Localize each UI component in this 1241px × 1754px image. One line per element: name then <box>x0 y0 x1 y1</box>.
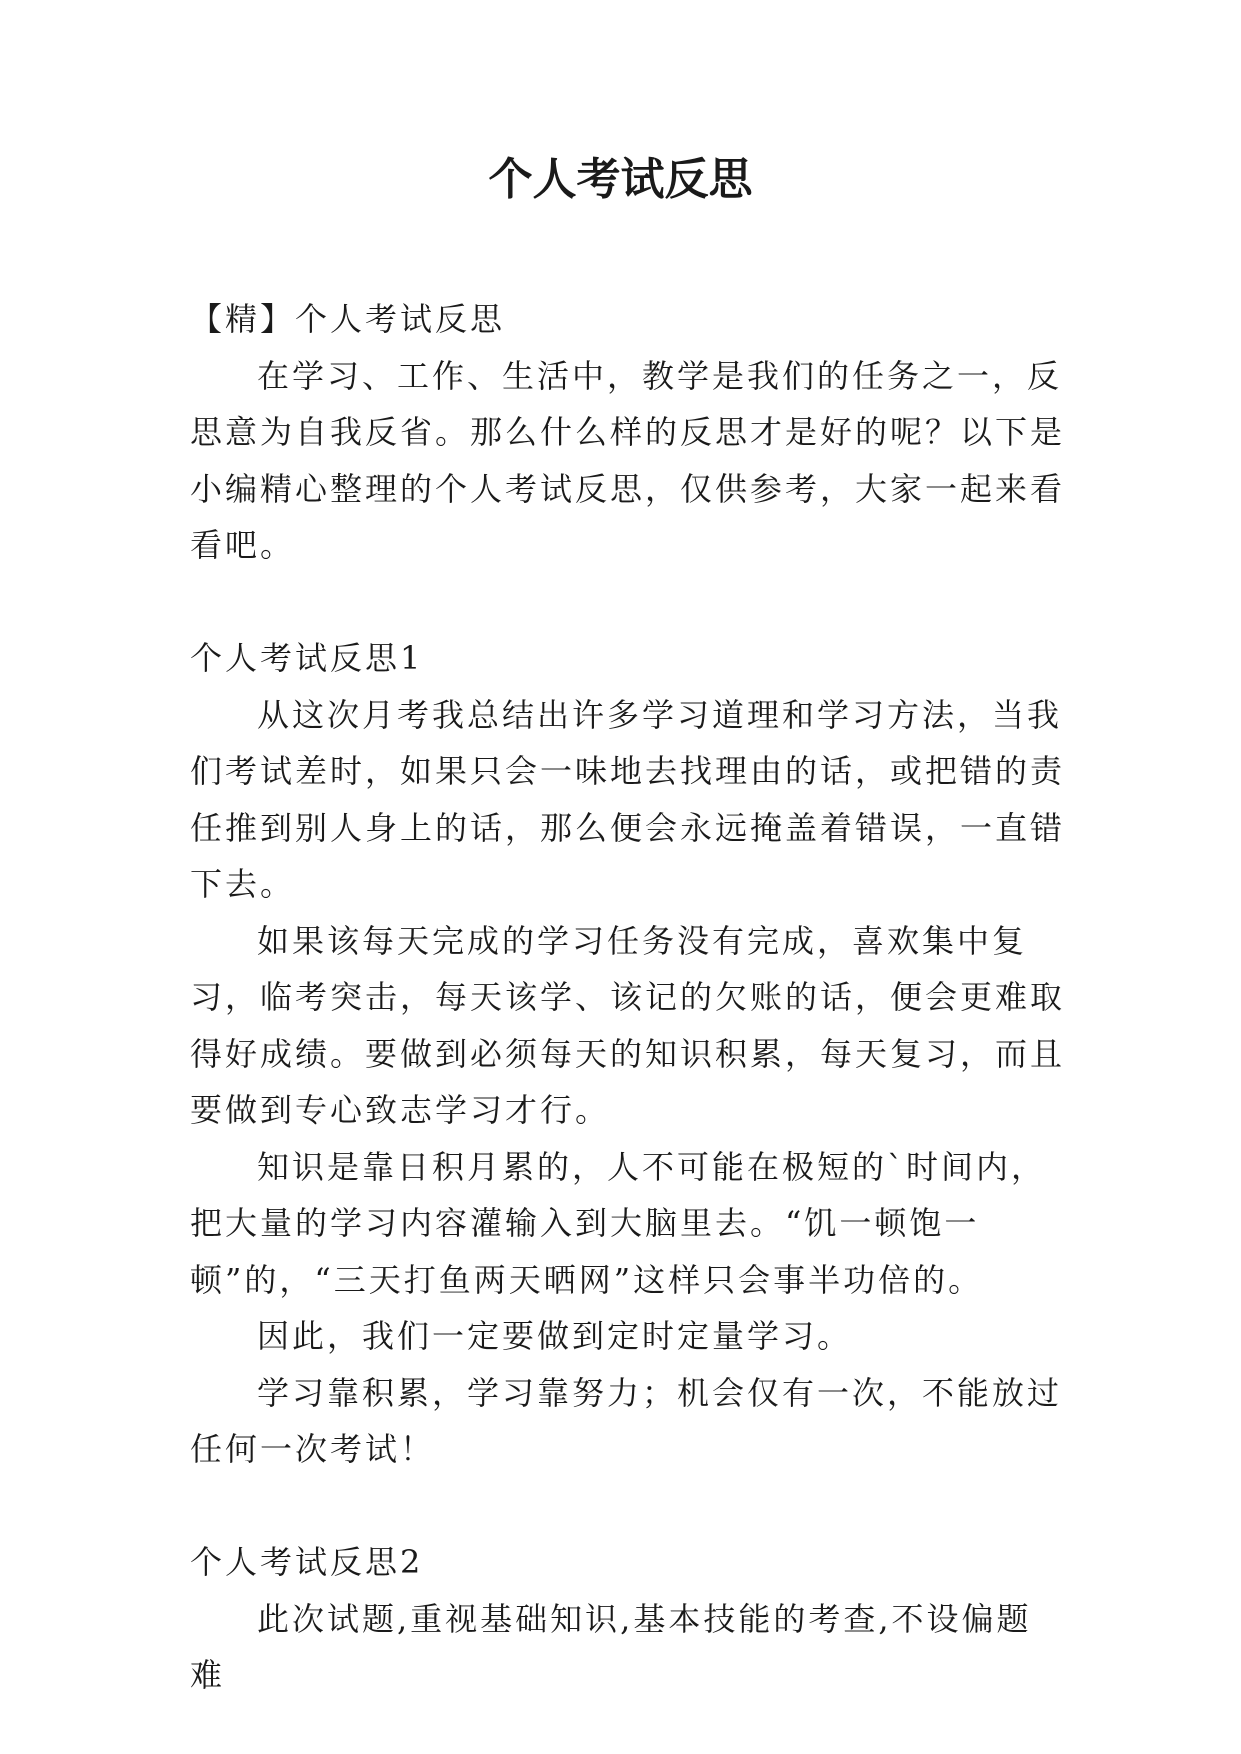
document-title: 个人考试反思 <box>488 154 753 205</box>
section-2-paragraph: 此次试题,重视基础知识,基本技能的考查,不设偏题难 <box>190 1599 1032 1694</box>
section-1-heading: 个人考试反思1 <box>190 639 424 677</box>
intro-paragraph: 在学习、工作、生活中，教学是我们的任务之一，反思意为自我反省。那么什么样的反思才是好的呢？以下是小编精心整理的个人考试反思，仅供参考，大家一起来看看吧。 <box>190 356 1066 564</box>
section-2-heading: 个人考试反思2 <box>190 1543 424 1581</box>
intro-heading: 【精】个人考试反思 <box>190 300 506 338</box>
section-spacer <box>190 574 1065 631</box>
section-1-paragraph: 如果该每天完成的学习任务没有完成，喜欢集中复习，临考突击，每天该学、该记的欠账的话，便会更难取得好成绩。要做到必须每天的知识积累，每天复习，而且要做到专心致志学习才行。 <box>190 921 1066 1129</box>
section-1-paragraph: 因此，我们一定要做到定时定量学习。 <box>257 1317 853 1355</box>
section-1-paragraph: 学习靠积累，学习靠努力；机会仅有一次，不能放过任何一次考试！ <box>190 1373 1063 1468</box>
document-body <box>190 291 1065 1704</box>
section-1-paragraph: 从这次月考我总结出许多学习道理和学习方法，当我们考试差时，如果只会一味地去找理由的话，或把错的责任推到别人身上的话，那么便会永远掩盖着错误，一直错下去。 <box>190 695 1066 903</box>
section-spacer <box>190 1478 1065 1535</box>
section-1-paragraph: 知识是靠日积月累的，人不可能在极短的`时间内，把大量的学习内容灌输入到大脑里去。“饥一顿饱一顿”的，“三天打鱼两天晒网”这样只会事半功倍的。 <box>190 1147 1047 1299</box>
